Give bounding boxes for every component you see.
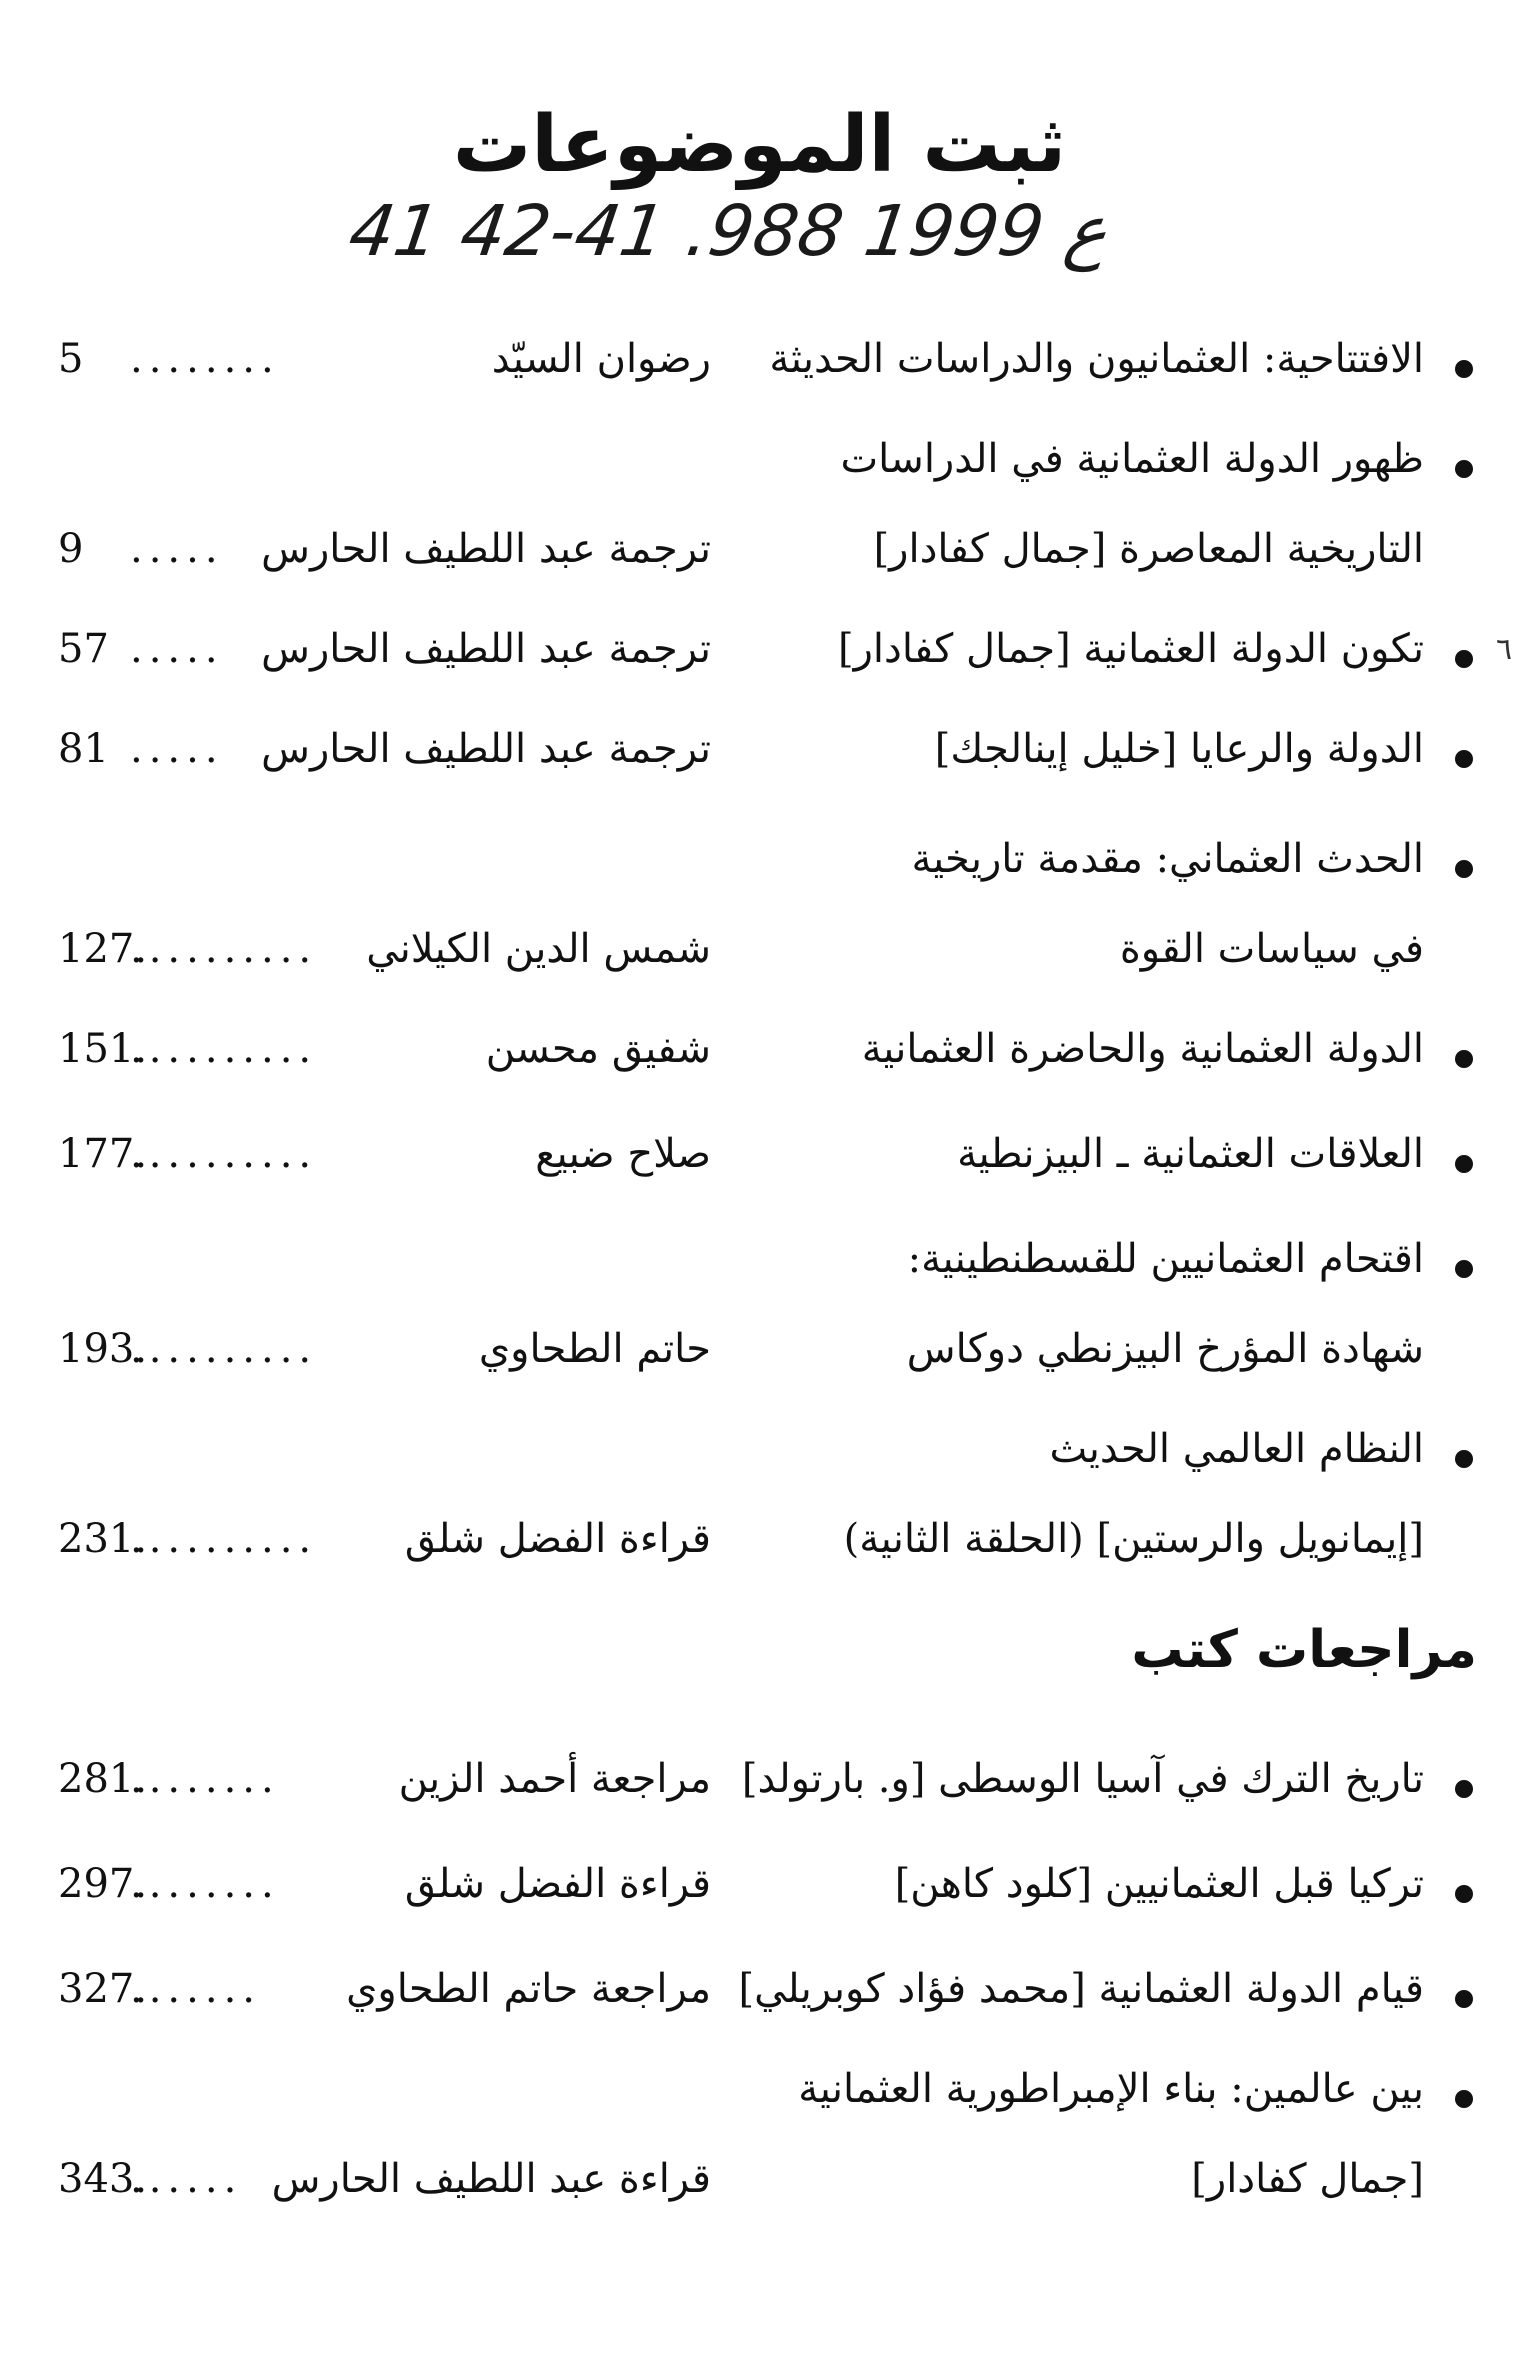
leader-dots: .......... <box>130 1131 318 1177</box>
entry-author: شفيق محسن <box>485 1026 711 1072</box>
entry-title: قيام الدولة العثمانية [محمد فؤاد كوبريلي] <box>738 1966 1424 2012</box>
review-entry <box>0 2060 1519 2130</box>
entry-author: مراجعة حاتم الطحاوي <box>346 1966 711 2012</box>
bullet-icon <box>1455 2090 1473 2108</box>
bullet-icon <box>1455 360 1473 378</box>
page-number: 177. <box>58 1131 148 1177</box>
toc-entry <box>0 830 1519 900</box>
entry-author: رضوان السيّد <box>491 336 711 382</box>
entry-title: ظهور الدولة العثمانية في الدراسات <box>840 436 1424 482</box>
bullet-icon <box>1455 1780 1473 1798</box>
entry-author: ترجمة عبد اللطيف الحارس <box>261 626 711 672</box>
entry-author: حاتم الطحاوي <box>478 1326 711 1372</box>
toc-entry <box>0 1420 1519 1490</box>
page-number: 193. <box>58 1326 148 1372</box>
entry-author: ترجمة عبد اللطيف الحارس <box>261 726 711 772</box>
page-number: 57 <box>58 626 109 672</box>
leader-dots: ........ <box>130 1756 280 1802</box>
page-title: ثبت الموضوعات <box>452 100 1067 190</box>
bullet-icon <box>1455 860 1473 878</box>
entry-author: صلاح ضبيع <box>535 1131 711 1177</box>
toc-entry-continuation <box>0 520 1519 590</box>
bullet-icon <box>1455 1990 1473 2008</box>
review-entry-continuation <box>0 2150 1519 2220</box>
bullet-icon <box>1455 1050 1473 1068</box>
leader-dots: ..... <box>130 526 224 572</box>
leader-dots: .......... <box>130 1026 318 1072</box>
toc-entry <box>0 1230 1519 1300</box>
entry-title: العلاقات العثمانية ـ البيزنطية <box>957 1131 1424 1177</box>
entry-title-line2: شهادة المؤرخ البيزنطي دوكاس <box>906 1326 1424 1372</box>
entry-title: الافتتاحية: العثمانيون والدراسات الحديثة <box>769 336 1424 382</box>
leader-dots: ..... <box>130 726 224 772</box>
page-number: 151. <box>58 1026 148 1072</box>
entry-author: ترجمة عبد اللطيف الحارس <box>261 526 711 572</box>
entry-title: الحدث العثماني: مقدمة تاريخية <box>911 836 1424 882</box>
toc-entry <box>0 330 1519 400</box>
page-number: 281. <box>58 1756 148 1802</box>
entry-author: قراءة الفضل شلق <box>404 1516 711 1562</box>
entry-title-line2: التاريخية المعاصرة [جمال كفادار] <box>873 526 1424 572</box>
entry-title: تكون الدولة العثمانية [جمال كفادار] <box>837 626 1424 672</box>
toc-entry <box>0 620 1519 690</box>
leader-dots: ..... <box>130 626 224 672</box>
page-number: 9 <box>58 526 84 572</box>
entry-title: بين عالمين: بناء الإمبراطورية العثمانية <box>798 2066 1424 2112</box>
leader-dots: ........ <box>130 1861 280 1907</box>
leader-dots: .......... <box>130 1516 318 1562</box>
entry-title: النظام العالمي الحديث <box>1049 1426 1424 1472</box>
toc-entry <box>0 720 1519 790</box>
entry-author: قراءة الفضل شلق <box>404 1861 711 1907</box>
bullet-icon <box>1455 1885 1473 1903</box>
toc-entry-continuation <box>0 920 1519 990</box>
leader-dots: .......... <box>130 926 318 972</box>
margin-mark: ٦ <box>1496 632 1513 667</box>
review-entry <box>0 1750 1519 1820</box>
handwritten-catalog-note: 41 42-41 .ع 1999 988 <box>344 190 1114 272</box>
leader-dots: ....... <box>130 1966 262 2012</box>
bullet-icon <box>1455 1155 1473 1173</box>
leader-dots: ...... <box>130 2156 243 2202</box>
page-number: 297. <box>58 1861 148 1907</box>
entry-author: قراءة عبد اللطيف الحارس <box>271 2156 711 2202</box>
toc-entry <box>0 430 1519 500</box>
page-number: 327. <box>58 1966 148 2012</box>
page-number: 343. <box>58 2156 148 2202</box>
bullet-icon <box>1455 1450 1473 1468</box>
page-number: 81 <box>58 726 109 772</box>
leader-dots: .......... <box>130 1326 318 1372</box>
bullet-icon <box>1455 750 1473 768</box>
section-heading-book-reviews: مراجعات كتب <box>1131 1620 1477 1680</box>
leader-dots: ........ <box>130 336 280 382</box>
page-number: 5 <box>58 336 84 382</box>
entry-title-line2: [إيمانويل والرستين] (الحلقة الثانية) <box>843 1516 1424 1562</box>
bullet-icon <box>1455 650 1473 668</box>
entry-title-line2: في سياسات القوة <box>1119 926 1424 972</box>
entry-author: شمس الدين الكيلاني <box>366 926 711 972</box>
toc-entry-continuation <box>0 1320 1519 1390</box>
page-number: 127. <box>58 926 148 972</box>
review-entry <box>0 1960 1519 2030</box>
entry-title: تاريخ الترك في آسيا الوسطى [و. بارتولد] <box>741 1756 1424 1802</box>
page-number: 231. <box>58 1516 148 1562</box>
entry-title: تركيا قبل العثمانيين [كلود كاهن] <box>894 1861 1424 1907</box>
entry-title-line2: [جمال كفادار] <box>1191 2156 1424 2202</box>
entry-title: الدولة العثمانية والحاضرة العثمانية <box>861 1026 1424 1072</box>
review-entry <box>0 1855 1519 1925</box>
entry-title: اقتحام العثمانيين للقسطنطينية: <box>907 1236 1424 1282</box>
entry-author: مراجعة أحمد الزين <box>398 1756 711 1802</box>
bullet-icon <box>1455 460 1473 478</box>
toc-entry <box>0 1020 1519 1090</box>
entry-title: الدولة والرعايا [خليل إينالجك] <box>934 726 1424 772</box>
toc-entry-continuation <box>0 1510 1519 1580</box>
bullet-icon <box>1455 1260 1473 1278</box>
toc-entry <box>0 1125 1519 1195</box>
